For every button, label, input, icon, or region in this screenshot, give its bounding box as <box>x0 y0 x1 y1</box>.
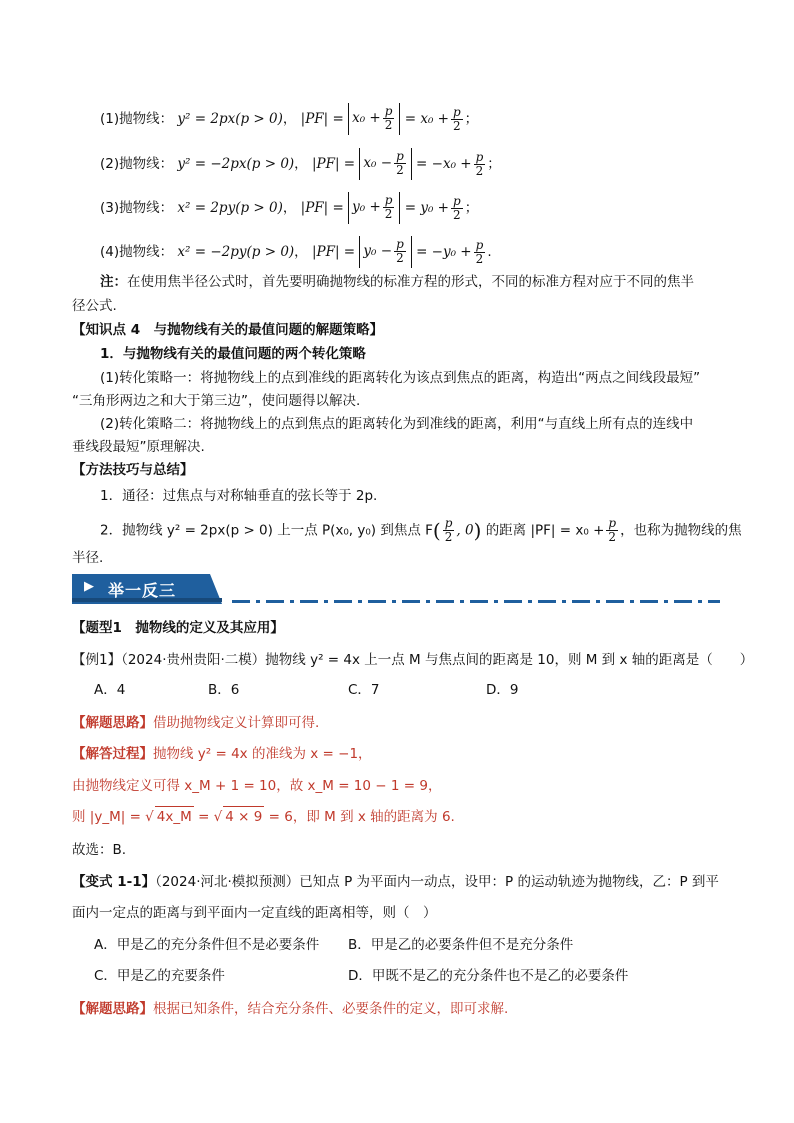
abs-expression <box>359 236 411 268</box>
example-tag: 【例1】 <box>72 652 122 668</box>
choice-d[interactable]: D．9 <box>486 682 519 698</box>
dashed-divider <box>232 600 720 603</box>
frac-num: p <box>396 148 404 163</box>
choice-b[interactable]: B．6 <box>208 682 240 698</box>
solution-proc-text: 抛物线 y² = 4x 的准线为 x = −1， <box>153 746 372 762</box>
frac-num: p <box>608 516 617 530</box>
method-item2-a: 2．抛物线 y² = 2px(p > 0) 上一点 P(x₀, y₀) 到焦点 F <box>100 522 433 539</box>
formula-pf: |PF| = <box>311 244 356 260</box>
example-text: 抛物线 y² = 4x 上一点 M 与焦点间的距离是 10，则 M 到 x 轴的距离是（ ） <box>265 652 754 668</box>
play-icon: ▶ <box>84 579 94 594</box>
proc-l3-b: = <box>198 809 210 825</box>
fraction <box>383 105 395 132</box>
solution-idea-tag: 【解题思路】 <box>72 1001 153 1017</box>
note-line-2: 径公式. <box>72 298 117 314</box>
variant-choice-c[interactable]: C．甲是乙的充要条件 <box>94 968 225 984</box>
frac-den: 2 <box>475 251 484 266</box>
solution-idea-text: 根据已知条件，结合充分条件、必要条件的定义，即可求解. <box>153 1001 509 1017</box>
variant-line-1 <box>72 872 719 892</box>
frac-num: p <box>453 193 461 208</box>
frac-num: p <box>475 149 484 164</box>
formula-end: ； <box>487 156 501 172</box>
formula-3: (3)抛物线： x² = 2py(p > 0)， |PF| = y₀ + $\frac{p}{2}$ = y₀ + $\frac{p}{2}$ ； <box>100 192 478 224</box>
abs-expression <box>359 148 411 180</box>
abs-text: x₀ + <box>352 110 381 126</box>
proc-l3-a: 则 |y_M| = <box>72 809 141 825</box>
abs-text: y₀ + <box>352 199 381 215</box>
paren-open: ( <box>432 518 441 543</box>
formula-equation: y² = 2px(p > 0) <box>177 111 283 127</box>
abs-expression <box>348 103 400 135</box>
formula-end: ； <box>464 200 479 216</box>
formula-rhs: = −x₀ + <box>416 156 472 172</box>
variant-text: 已知点 P 为平面内一动点，设甲：P 的运动轨迹为抛物线，乙：P 到平 <box>299 874 719 890</box>
solution-idea-1 <box>72 713 319 733</box>
formula-1: (1)抛物线： y² = 2px(p > 0)， |PF| = x₀ + $\frac{p}{2}$ = x₀ + $\frac{p}{2}$ ； <box>100 103 478 135</box>
formula-pf: |PF| = <box>311 156 356 172</box>
strategy1-line1: (1)转化策略一：将抛物线上的点到准线的距离转化为该点到焦点的距离，构造出“两点之间线段最短” <box>100 370 701 386</box>
strategy2-line1: (2)转化策略二：将抛物线上的点到焦点的距离转化为到准线的距离，利用“与直线上所有点的连线中 <box>100 416 694 432</box>
solution-proc-line-1 <box>72 744 372 764</box>
fraction <box>474 151 486 178</box>
method-item2-c: ，也称为抛物线的焦 <box>620 522 742 539</box>
fraction <box>443 517 455 544</box>
formula-2: (2)抛物线： y² = −2px(p > 0)， |PF| = x₀ − $\frac{p}{2}$ = −x₀ + $\frac{p}{2}$ ； <box>100 148 501 180</box>
knowledge-heading: 【知识点 4 与抛物线有关的最值问题的解题策略】 <box>72 322 384 338</box>
method-item-2-line2: 半径. <box>72 550 104 566</box>
frac-num: p <box>396 236 404 251</box>
solution-proc-line-2: 由抛物线定义可得 x_M + 1 = 10，故 x_M = 10 − 1 = 9， <box>72 778 442 794</box>
frac-den: 2 <box>396 162 404 177</box>
banner-label: 举一反三 <box>108 581 177 600</box>
fraction <box>451 195 463 222</box>
solution-idea-text: 借助抛物线定义计算即可得. <box>153 715 320 731</box>
frac-num: p <box>384 192 393 207</box>
frac-den: 2 <box>452 118 461 133</box>
formula-label: (2)抛物线： <box>100 156 174 172</box>
fraction <box>474 239 486 266</box>
strategy2-line2: 垂线段最短”原理解决. <box>72 439 205 455</box>
answer-line: 故选：B. <box>72 842 127 858</box>
formula-label: (4)抛物线： <box>100 244 174 260</box>
method-heading: 【方法技巧与总结】 <box>72 462 194 478</box>
frac-den: 2 <box>453 207 461 222</box>
formula-rhs: = −y₀ + <box>416 244 472 260</box>
note-line-1 <box>100 272 694 292</box>
frac-den: 2 <box>608 530 617 544</box>
abs-text: y₀ − <box>363 243 393 259</box>
type1-heading: 【题型1 抛物线的定义及其应用】 <box>72 620 284 636</box>
formula-end: . <box>487 244 492 260</box>
formula-equation: x² = 2py(p > 0) <box>177 200 283 216</box>
solution-idea-tag: 【解题思路】 <box>72 715 153 731</box>
solution-proc-tag: 【解答过程】 <box>72 746 153 762</box>
method-item-2 <box>100 517 742 544</box>
sqrt-term-2: 4 × 9 <box>223 806 264 827</box>
method-item2-b: 的距离 |PF| = x₀ + <box>485 522 605 539</box>
frac-num: p <box>384 103 393 118</box>
knowledge-subheading: 1．与抛物线有关的最值问题的两个转化策略 <box>100 346 366 362</box>
frac-num: p <box>444 516 453 530</box>
solution-idea-2 <box>72 999 508 1019</box>
example1-question <box>72 650 753 670</box>
formula-label: (3)抛物线： <box>100 200 174 216</box>
fraction <box>394 238 406 265</box>
proc-l3-c: = 6，即 M 到 x 轴的距离为 6. <box>268 809 455 825</box>
fraction <box>383 194 395 221</box>
frac-num: p <box>452 104 461 119</box>
frac-den: 2 <box>384 117 393 132</box>
example-source: （2024·贵州贵阳·二模） <box>121 652 266 668</box>
focus-tail: , 0 <box>456 522 474 539</box>
sqrt-term-1: 4x_M <box>155 806 194 827</box>
frac-den: 2 <box>384 206 393 221</box>
note-text: 在使用焦半径公式时，首先要明确抛物线的标准方程的形式，不同的标准方程对应于不同的焦半 <box>127 274 694 290</box>
formula-rhs: = x₀ + <box>404 111 449 127</box>
abs-expression <box>348 192 400 224</box>
frac-den: 2 <box>475 163 484 178</box>
frac-den: 2 <box>396 250 404 265</box>
formula-label: (1)抛物线： <box>100 111 174 127</box>
choice-c[interactable]: C．7 <box>348 682 380 698</box>
method-item-1: 1．通径：过焦点与对称轴垂直的弦长等于 2p. <box>100 488 378 504</box>
variant-choice-d[interactable]: D．甲既不是乙的充分条件也不是乙的必要条件 <box>348 968 629 984</box>
abs-text: x₀ − <box>363 155 393 171</box>
formula-equation: x² = −2py(p > 0) <box>177 244 295 260</box>
frac-num: p <box>475 237 484 252</box>
formula-equation: y² = −2px(p > 0) <box>177 156 295 172</box>
formula-pf: |PF| = <box>300 111 344 127</box>
fraction <box>394 150 406 177</box>
variant-tag: 【变式 1-1】 <box>72 874 156 890</box>
formula-rhs: = y₀ + <box>404 200 449 216</box>
fraction <box>606 517 618 544</box>
variant-line-2: 面内一定点的距离与到平面内一定直线的距离相等，则（ ） <box>72 905 437 921</box>
paren-close: ) <box>473 518 482 543</box>
choice-a[interactable]: A．4 <box>94 682 126 698</box>
note-label: 注： <box>100 274 127 290</box>
variant-source: （2024·河北·模拟预测） <box>155 874 300 890</box>
strategy1-line2: “三角形两边之和大于第三边”，使问题得以解决. <box>72 393 361 409</box>
frac-den: 2 <box>444 530 453 544</box>
formula-4: (4)抛物线： x² = −2py(p > 0)， |PF| = y₀ − $\frac{p}{2}$ = −y₀ + $\frac{p}{2}$ . <box>100 236 492 268</box>
formula-pf: |PF| = <box>300 200 344 216</box>
variant-choice-b[interactable]: B．甲是乙的必要条件但不是充分条件 <box>348 937 574 953</box>
fraction <box>451 106 463 133</box>
solution-proc-line-3: 则 |y_M| = √ 4x_M = √ 4 × 9 = 6，即 M 到 x 轴的距离为 6. <box>72 806 455 827</box>
variant-choice-a[interactable]: A．甲是乙的充分条件但不是必要条件 <box>94 937 320 953</box>
formula-end: ； <box>464 111 479 127</box>
